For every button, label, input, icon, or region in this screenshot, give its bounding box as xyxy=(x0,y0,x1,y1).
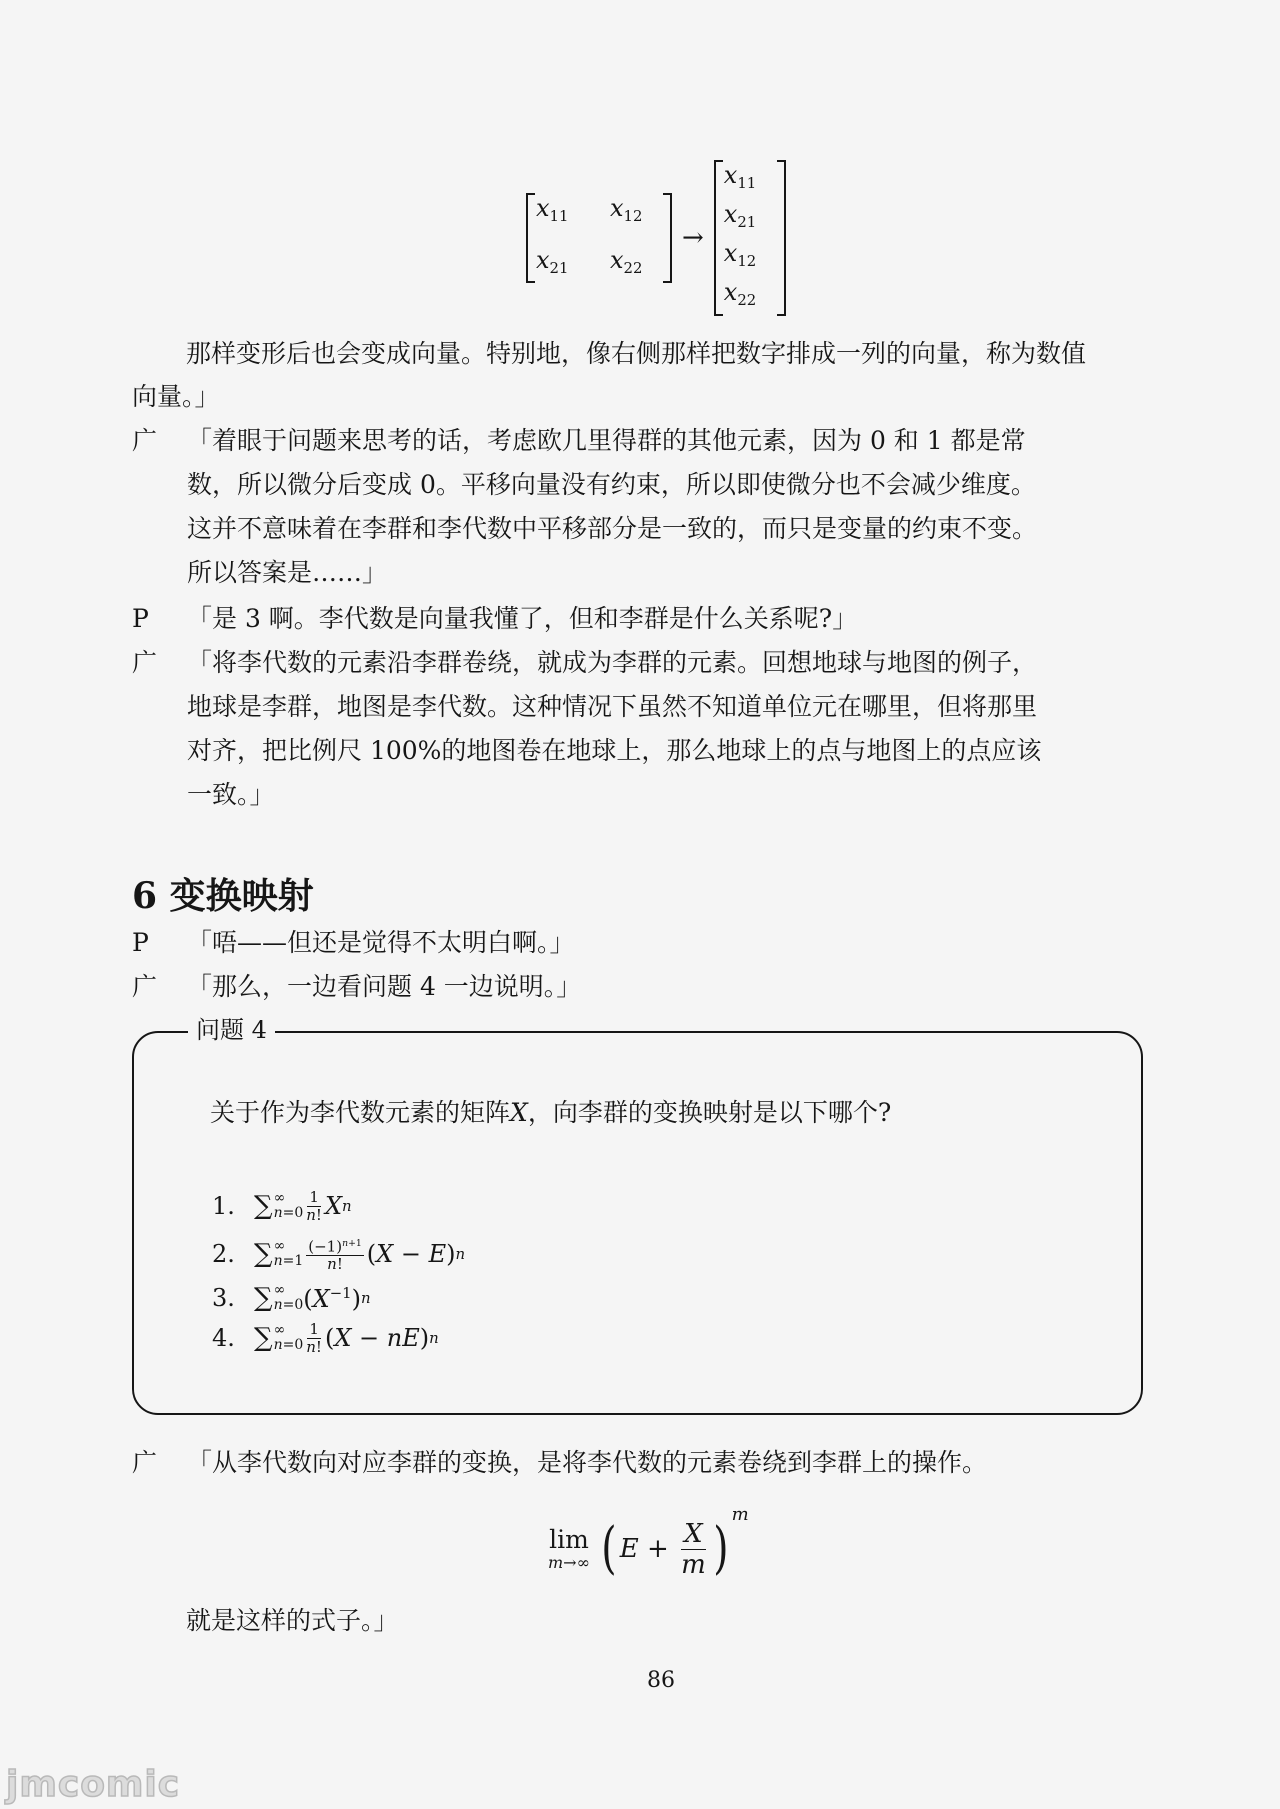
dialogue-line: 数，所以微分后变成 0。平移向量没有约束，所以即使微分也不会减少维度。 xyxy=(187,470,1036,499)
column-vector: $x_{11}$ $x_{21}$ $x_{12}$ $x_{22}$ xyxy=(714,160,786,317)
limit-operator: lim xyxy=(549,1525,589,1554)
option-2: 2. ∑ ∞ n=1 $\frac{(-1)^{n+1}}{n!}$ (X − E) n xyxy=(212,1230,465,1278)
problem-label: 问题 4 xyxy=(188,1013,275,1047)
limit-subscript: m→∞ xyxy=(548,1553,590,1572)
option-number: 1. xyxy=(212,1192,235,1220)
limit-formula: lim m→∞ ( E + X m ) m xyxy=(548,1504,749,1581)
speaker-label: P xyxy=(132,928,149,957)
dialogue-line: 这并不意味着在李群和李代数中平移部分是一致的，而只是变量的约束不变。 xyxy=(187,514,1038,543)
dialogue-line: 对齐，把比例尺 100%的地图卷在地球上，那么地球上的点与地图上的点应该 xyxy=(187,736,1042,765)
question-variable: X xyxy=(510,1098,528,1127)
option-number: 3. xyxy=(212,1284,235,1312)
dialogue-line: 「从李代数向对应李群的变换，是将李代数的元素卷绕到李群上的操作。 xyxy=(187,1448,988,1477)
question-text: 关于作为李代数元素的矩阵 xyxy=(210,1098,511,1127)
question-text: ，向李群的变换映射是以下哪个? xyxy=(527,1098,892,1127)
option-number: 4. xyxy=(212,1324,235,1352)
dialogue-line: 「是 3 啊。李代数是向量我懂了，但和李群是什么关系呢?」 xyxy=(187,604,858,633)
section-title: 6 变换映射 xyxy=(132,875,314,917)
problem-question xyxy=(210,1093,891,1133)
speaker-label: 广 xyxy=(132,426,158,455)
matrix-2x2: $x_{11}$ $x_{12}$ $x_{21}$ $x_{22}$ xyxy=(526,193,672,283)
dialogue-line: 所以答案是……」 xyxy=(187,558,388,587)
speaker-label: P xyxy=(132,604,149,633)
option-number: 2. xyxy=(212,1240,235,1268)
dialogue-line: 「着眼于问题来思考的话，考虑欧几里得群的其他元素，因为 0 和 1 都是常 xyxy=(187,426,1026,455)
dialogue-line: 「那么，一边看问题 4 一边说明。」 xyxy=(187,972,582,1001)
option-1: 1. ∑ ∞ n=0 $\frac{1}{n!}$ X n xyxy=(212,1187,352,1224)
watermark-logo: jmcomic xyxy=(6,1764,181,1805)
option-3: 3. ∑ ∞ n=0 $(X^{-1})$ n xyxy=(212,1282,371,1313)
dialogue-line: 地球是李群，地图是李代数。这种情况下虽然不知道单位元在哪里，但将那里 xyxy=(187,692,1038,721)
paragraph-line: 就是这样的式子。」 xyxy=(186,1606,399,1635)
paragraph-line: 向量。」 xyxy=(132,382,220,411)
arrow-symbol: → xyxy=(682,223,704,253)
page-number: 86 xyxy=(647,1668,675,1693)
dialogue-line: 一致。」 xyxy=(187,780,275,809)
dialogue-line: 「唔——但还是觉得不太明白啊。」 xyxy=(187,928,575,957)
speaker-label: 广 xyxy=(132,972,158,1001)
paragraph-line: 那样变形后也会变成向量。特别地，像右侧那样把数字排成一列的向量，称为数值 xyxy=(186,339,1087,368)
option-4: 4. ∑ ∞ n=0 $\frac{1}{n!}$ (X − nE) n xyxy=(212,1319,439,1356)
speaker-label: 广 xyxy=(132,1448,158,1477)
dialogue-line: 「将李代数的元素沿李群卷绕，就成为李群的元素。回想地球与地图的例子， xyxy=(187,648,1038,677)
speaker-label: 广 xyxy=(132,648,158,677)
matrix-vectorization-equation xyxy=(526,160,786,310)
